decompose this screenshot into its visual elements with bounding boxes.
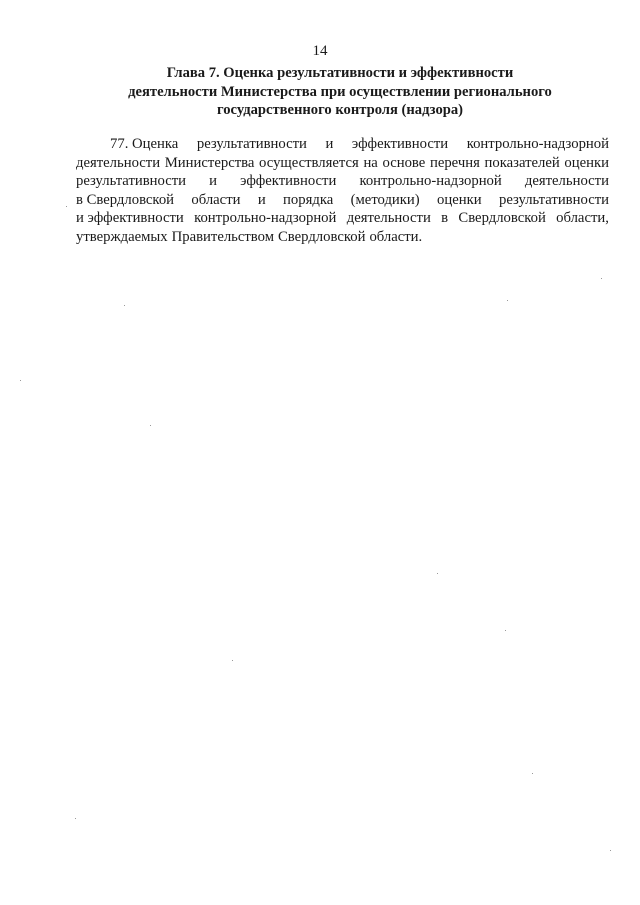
scan-speck — [150, 425, 151, 426]
paragraph-line: утверждаемых Правительством Свердловской области. — [76, 228, 423, 245]
scan-speck — [66, 206, 67, 207]
scan-speck — [437, 573, 438, 574]
scan-speck — [124, 305, 125, 306]
scan-speck — [75, 818, 76, 819]
paragraph-line: результативности и эффективности контрольно-надзорной деятельности — [76, 173, 609, 189]
paragraph-77 — [76, 135, 609, 246]
scan-speck — [532, 773, 533, 774]
paragraph-line: в Свердловской области и порядка (методики) оценки результативности — [76, 191, 609, 208]
paragraph-line: деятельности Министерства осуществляется на основе перечня показателей оценки — [76, 154, 609, 171]
page-number: 14 — [312, 43, 328, 59]
paragraph-line: и эффективности контрольно-надзорной деятельности в Свердловской области, — [76, 210, 609, 226]
scan-speck — [20, 380, 21, 381]
scan-speck — [610, 850, 611, 851]
scan-speck — [507, 300, 508, 301]
scan-speck — [601, 278, 602, 279]
chapter-title — [70, 64, 610, 120]
chapter-title-line: деятельности Министерства при осуществлении регионального — [128, 83, 552, 100]
chapter-title-line: Глава 7. Оценка результативности и эффективности — [166, 65, 514, 81]
chapter-title-line: государственного контроля (надзора) — [216, 102, 464, 118]
scan-speck — [232, 660, 233, 661]
paragraph-line: 77. Оценка результативности и эффективности контрольно-надзорной — [110, 136, 609, 152]
scan-speck — [505, 630, 506, 631]
